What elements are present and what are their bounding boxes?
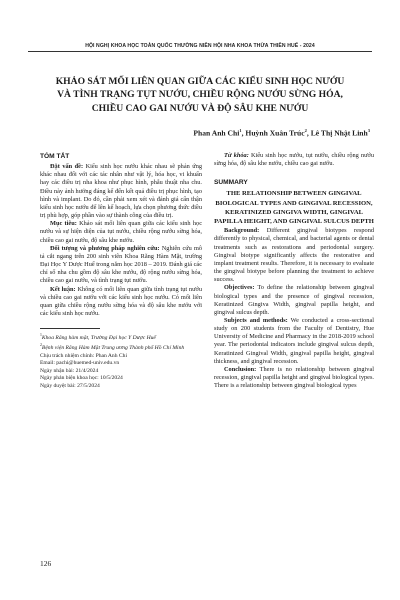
author-1-affiliation: 1 [239, 128, 242, 133]
text-objectives-en: To define the relationship between gingival biological types and the presence of gingival recession, Keratinized Gingiva Width, gingival papilla height, and gingival sulcus depth. [214, 284, 374, 316]
running-header: HỘI NGHỊ KHOA HỌC TOÀN QUỐC THƯỜNG NIÊN HỘI NHA KHOA THỪA THIÊN HUẾ - 2024 [85, 43, 315, 49]
summary-heading: SUMMARY [214, 179, 248, 187]
title-line-2: VÀ TÌNH TRẠNG TỤT NƯỚU, CHIỀU RỘNG NƯỚU SỪNG HÓA, [57, 89, 343, 101]
footnote-marker: 2 [40, 343, 42, 348]
title-line-1: KHẢO SÁT MỐI LIÊN QUAN GIỮA CÁC KIỂU SINH HỌC NƯỚU [55, 76, 345, 87]
footnote-email: Email: pachi@huemed-univ.edu.vn [40, 360, 120, 367]
author-1: Phan Anh Chi [193, 128, 240, 138]
text-methods-en: We conducted a cross-sectional study on 200 students from the Faculty of Dentistry, Hue University of Medicine and Pharmacy in the 2018-2019 school year. The periodontal indicators include gingival sulcus depth, Keratinized Gingival Width, gingival papilla height, gingival thickness, and gingival recession. [214, 317, 374, 365]
label-background-en: Background: [224, 227, 260, 235]
abstract-objectives [40, 220, 202, 244]
footnotes [40, 332, 202, 390]
footnote-corresponding: Chịu trách nhiệm chính: Phan Anh Chi [40, 352, 128, 359]
label-methods-en: Subjects and methods: [224, 317, 288, 324]
text-background: Kiểu sinh học nướu khác nhau sẽ phản ứng khác nhau đối với các tác nhân như vật lý, hóa học, vi khuẩn hay các điều trị nha khoa như phục hình, phẫu thuật nha chu. Điều này ảnh hưởng đáng kể đến kết quả điều trị phục hình, tạo hình và implant. Do đó, cần phải xem xét và đánh giá cẩn thận kiểu sinh học nướu để lên kế hoạch, lựa chọn phương thức điều trị phù hợp, góp phần vào sự thành công của điều trị. [40, 163, 202, 220]
label-conclusion: Kết luận: [50, 285, 76, 293]
page-number: 126 [40, 559, 52, 568]
header-rule [28, 51, 372, 52]
footnote-text: Khoa Răng hàm mặt, Trường Đại học Y Dược Huế [41, 334, 156, 341]
left-column [40, 153, 202, 390]
summary-methods [214, 317, 374, 366]
summary-conclusion [214, 366, 374, 390]
abstract-conclusion [40, 286, 202, 319]
footnote-affiliation-1 [40, 332, 202, 342]
label-objectives-en: Objectives: [224, 284, 255, 292]
footnote-text: Bệnh viện Răng Hàm Mặt Trung ương Thành phố Hồ Chí Minh [41, 345, 185, 352]
label-conclusion-en: Conclusion: [224, 365, 257, 373]
keywords-text: Kiểu sinh học nướu, tụt nướu, chiều rộng nướu sừng hóa, độ sâu khe nướu, chiều cao gai nướu. [214, 152, 374, 168]
footnote-received: Ngày nhận bài: 21/4/2024 [40, 367, 99, 374]
author-2: Huỳnh Xuân Trúc [245, 128, 305, 138]
author-3: Lê Thị Nhật Linh [310, 128, 368, 138]
text-objectives: Khảo sát mối liên quan giữa các kiểu sinh học nướu và sự hiện diện của tụt nướu, chiều rộng nướu sừng hóa, chiều cao gai nướu, độ sâu khe nướu. [40, 220, 202, 244]
label-methods: Đối tượng và phương pháp nghiên cứu: [50, 244, 160, 252]
text-conclusion: Không có mối liên quan giữa tình trạng tụt nướu và chiều cao gai nướu với các kiểu sinh học nướu. Có mối liên quan giữa chiều rộng nướu sừng hóa và độ sâu khe nướu với các kiểu sinh học nướu. [40, 285, 202, 317]
text-background-en: Different gingival biotypes respond differently to physical, chemical, and bacterial agents or dental treatments such as restorations and periodontal surgery. Gingival biotype significantly affects the restorative and implant treatment results. Therefore, it is necessary to evaluate the gingival biotype before planning the treatment to achieve success. [214, 227, 374, 284]
abstract-background [40, 163, 202, 220]
summary-background [214, 227, 374, 284]
abstract-heading: TÓM TẮT [40, 153, 70, 160]
footnote-affiliation-2 [40, 342, 202, 352]
author-2-affiliation: 2 [304, 128, 307, 133]
author-separator: , [241, 128, 246, 138]
text-methods: Nghiên cứu mô tả cắt ngang trên 200 sinh viên Khoa Răng Hàm Mặt, trường Đại Học Y Dược Huế trong năm học 2018 – 2019. Đánh giá các chỉ số nha chu gồm độ sâu khe nướu, độ rộng nướu sừng hóa, chiều cao gai nướu, và tình trạng tụt nướu. [40, 244, 202, 285]
english-title: THE RELATIONSHIP BETWEEN GINGIVAL BIOLOGICAL TYPES AND GINGIVAL RECESSION, KERATINIZED GINGIVA WIDTH, GINGIVAL PAPILLA HEIGHT, AND GINGIVAL SULCUS DEPTH [214, 190, 374, 226]
author-list [193, 128, 370, 138]
footnote-marker: 1 [40, 333, 42, 338]
right-column [214, 152, 374, 390]
keywords-label: Từ khóa: [224, 152, 249, 159]
author-3-affiliation: 3 [367, 128, 370, 133]
label-objectives: Mục tiêu: [50, 220, 77, 228]
footnote-reviewed: Ngày phản biện khoa học: 10/5/2024 [40, 375, 123, 382]
article-title [40, 75, 360, 115]
text-conclusion-en: There is no relationship between gingival recession, gingival papilla height and gingival biological types. There is a relationship between gingival biological types [214, 365, 374, 390]
keywords [214, 152, 374, 168]
footnote-rule [40, 328, 100, 329]
author-separator: , [306, 128, 311, 138]
label-background: Đặt vấn đề: [50, 163, 84, 171]
abstract-methods [40, 245, 202, 286]
summary-objectives [214, 284, 374, 317]
footnote-accepted: Ngày duyệt bài: 27/5/2024 [40, 382, 100, 389]
title-line-3: CHIỀU CAO GAI NƯỚU VÀ ĐỘ SÂU KHE NƯỚU [91, 102, 309, 114]
